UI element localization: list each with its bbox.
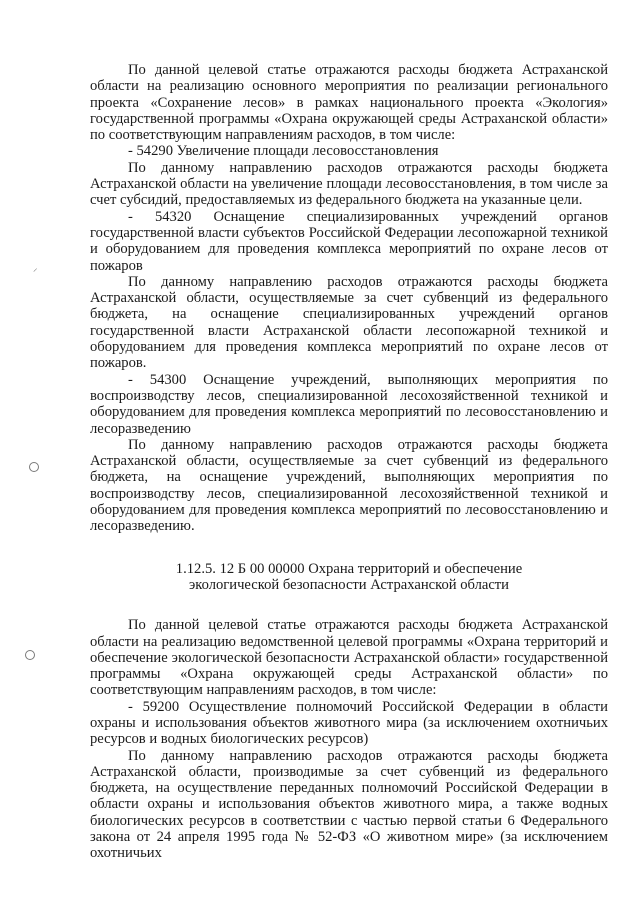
list-item: - 54320 Оснащение специализированных учреждений органов государственной власти субъектов Российской Федерации лесопожарной техникой и оборудованием для проведения комплекса мероприятий по охране лесов от пожаров <box>90 208 608 274</box>
list-item: - 59200 Осуществление полномочий Российской Федерации в области охраны и использования объектов животного мира (за исключением охотничьих ресурсов и водных биологических ресурсов) <box>90 698 608 748</box>
section-heading <box>90 561 608 594</box>
paragraph: По данной целевой статье отражаются расходы бюджета Астраханской области на реализацию основного мероприятия по реализации регионального проекта «Сохранение лесов» в рамках национального проекта «Экология» государственной программы «Охрана окружающей среды Астраханской области» по соответствующим направлениям расходов, в том числе: <box>90 62 608 144</box>
punch-hole-mark <box>25 650 35 660</box>
document-body <box>90 62 608 862</box>
list-item: - 54300 Оснащение учреждений, выполняющих мероприятия по воспроизводству лесов, специализированной лесохозяйственной техникой и оборудованием для проведения комплекса мероприятий по лесовосстановлению и лесоразведению <box>90 371 608 437</box>
paragraph: По данному направлению расходов отражаются расходы бюджета Астраханской области на увеличение площади лесовосстановления, в том числе за счет субсидий, предоставляемых из федерального бюджета на указанные цели. <box>90 159 608 209</box>
section-heading-line: экологической безопасности Астраханской области <box>188 576 509 593</box>
punch-hole-mark <box>29 462 39 472</box>
list-item: - 54290 Увеличение площади лесовосстановления <box>128 143 439 160</box>
paragraph: По данному направлению расходов отражаются расходы бюджета Астраханской области, производимые за счет субвенций из федерального бюджета, на осуществление переданных полномочий Российской Федерации в области охраны и использования объектов животного мира, а также водных биологических ресурсов в соответствии с частью первой статьи 6 Федерального закона от 24 апреля 1995 года № 52-ФЗ «О животном мире» (за исключением охотничьих <box>90 747 608 862</box>
paragraph: По данному направлению расходов отражаются расходы бюджета Астраханской области, осуществляемые за счет субвенций из федерального бюджета, на оснащение учреждений, выполняющих мероприятия по воспроизводству лесов, специализированной лесохозяйственной техникой и оборудованием для проведения комплекса мероприятий по лесовосстановлению и лесоразведению. <box>90 436 608 535</box>
paragraph: По данному направлению расходов отражаются расходы бюджета Астраханской области, осуществляемые за счет субвенций из федерального бюджета, на оснащение специализированных учреждений органов государственной власти Астраханской области лесопожарной техникой и оборудованием для проведения комплекса мероприятий по охране лесов от пожаров. <box>90 273 608 372</box>
section-heading-line: 1.12.5. 12 Б 00 00000 Охрана территорий и обеспечение <box>175 560 523 577</box>
paragraph: По данной целевой статье отражаются расходы бюджета Астраханской области на реализацию ведомственной целевой программы «Охрана территорий и обеспечение экологической безопасности Астраханской области» государственной программы «Охрана окружающей среды Астраханской области» по соответствующим направлениям расходов, в том числе: <box>90 617 608 699</box>
scan-mark: ⸝ <box>33 263 38 273</box>
